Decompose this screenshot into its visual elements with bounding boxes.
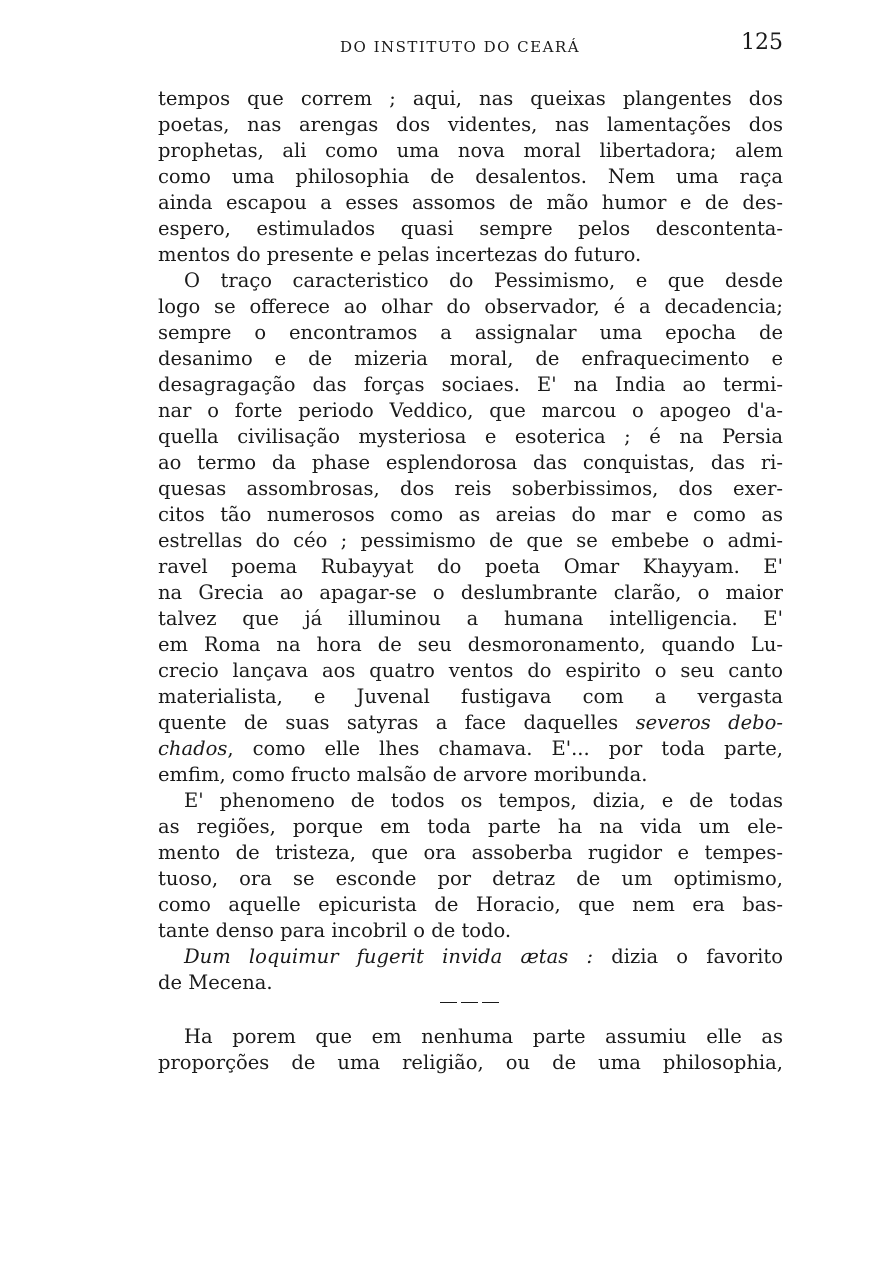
separator-dash [440,1002,457,1004]
page-number: 125 [741,30,783,55]
running-head: DO INSTITUTO DO CEARÁ [340,38,581,56]
separator-dash [482,1002,499,1004]
text-line: sempre o encontramos a assignalar uma epocha de [158,321,783,344]
text-line: as regiões, porque em toda parte ha na vida um ele- [158,815,783,838]
text-line: mento de tristeza, que ora assoberba rugidor e tempes- [158,841,783,864]
text-line: prophetas, ali como uma nova moral libertadora; alem [158,139,783,162]
body-text-continued [158,1024,783,1076]
section-separator [440,992,504,994]
text-line: quente de suas satyras a face daquelles severos debo- [158,711,783,734]
text-line: Ha porem que em nenhuma parte assumiu elle as [184,1025,783,1048]
text-line: mentos do presente e pelas incertezas do futuro. [158,243,642,266]
text-line: estrellas do céo ; pessimismo de que se embebe o admi- [158,529,783,552]
text-line: materialista, e Juvenal fustigava com a vergasta [158,685,783,708]
text-line: talvez que já illuminou a humana intelligencia. E' [158,607,783,630]
text-line: espero, estimulados quasi sempre pelos descontenta- [158,217,783,240]
page-header [158,30,783,66]
text-line: tuoso, ora se esconde por detraz de um optimismo, [158,867,783,890]
text-line: emfim, como fructo malsão de arvore moribunda. [158,763,648,786]
text-line: em Roma na hora de seu desmoronamento, quando Lu- [158,633,783,656]
text-line: ao termo da phase esplendorosa das conquistas, das ri- [158,451,783,474]
italic-phrase: chados [158,737,228,760]
text-line: O traço caracteristico do Pessimismo, e que desde [184,269,783,292]
text-line: ainda escapou a esses assomos de mão humor e de des- [158,191,783,214]
italic-phrase: severos debo- [635,711,783,734]
text-line: como uma philosophia de desalentos. Nem uma raça [158,165,783,188]
text-line: ravel poema Rubayyat do poeta Omar Khayyam. E' [158,555,783,578]
text-line: crecio lançava aos quatro ventos do espirito o seu canto [158,659,783,682]
text-line: quesas assombrosas, dos reis soberbissimos, dos exer- [158,477,783,500]
text-line: como aquelle epicurista de Horacio, que nem era bas- [158,893,783,916]
text-line: chados, como elle lhes chamava. E'... por toda parte, [158,737,783,760]
text-line: logo se offerece ao olhar do observador, é a decadencia; [158,295,783,318]
separator-dash [461,1002,478,1004]
text-line: proporções de uma religião, ou de uma philosophia, [158,1051,783,1074]
text-line: tante denso para incobril o de todo. [158,919,512,942]
text-line: tempos que correm ; aqui, nas queixas plangentes dos [158,87,783,110]
text-line: quella civilisação mysteriosa e esoterica ; é na Persia [158,425,783,448]
text-line: na Grecia ao apagar-se o deslumbrante clarão, o maior [158,581,783,604]
italic-phrase: Dum loquimur fugerit invida ætas : [184,945,594,968]
body-text [158,86,783,996]
text-line: desanimo e de mizeria moral, de enfraquecimento e [158,347,783,370]
text-line: de Mecena. [158,971,273,994]
text-line: nar o forte periodo Veddico, que marcou o apogeo d'a- [158,399,783,422]
text-line: Dum loquimur fugerit invida ætas : dizia o favorito [184,945,783,968]
text-line: poetas, nas arengas dos videntes, nas lamentações dos [158,113,783,136]
text-line: desagragação das forças sociaes. E' na India ao termi- [158,373,783,396]
text-line: citos tão numerosos como as areias do mar e como as [158,503,783,526]
text-line: E' phenomeno de todos os tempos, dizia, e de todas [184,789,783,812]
